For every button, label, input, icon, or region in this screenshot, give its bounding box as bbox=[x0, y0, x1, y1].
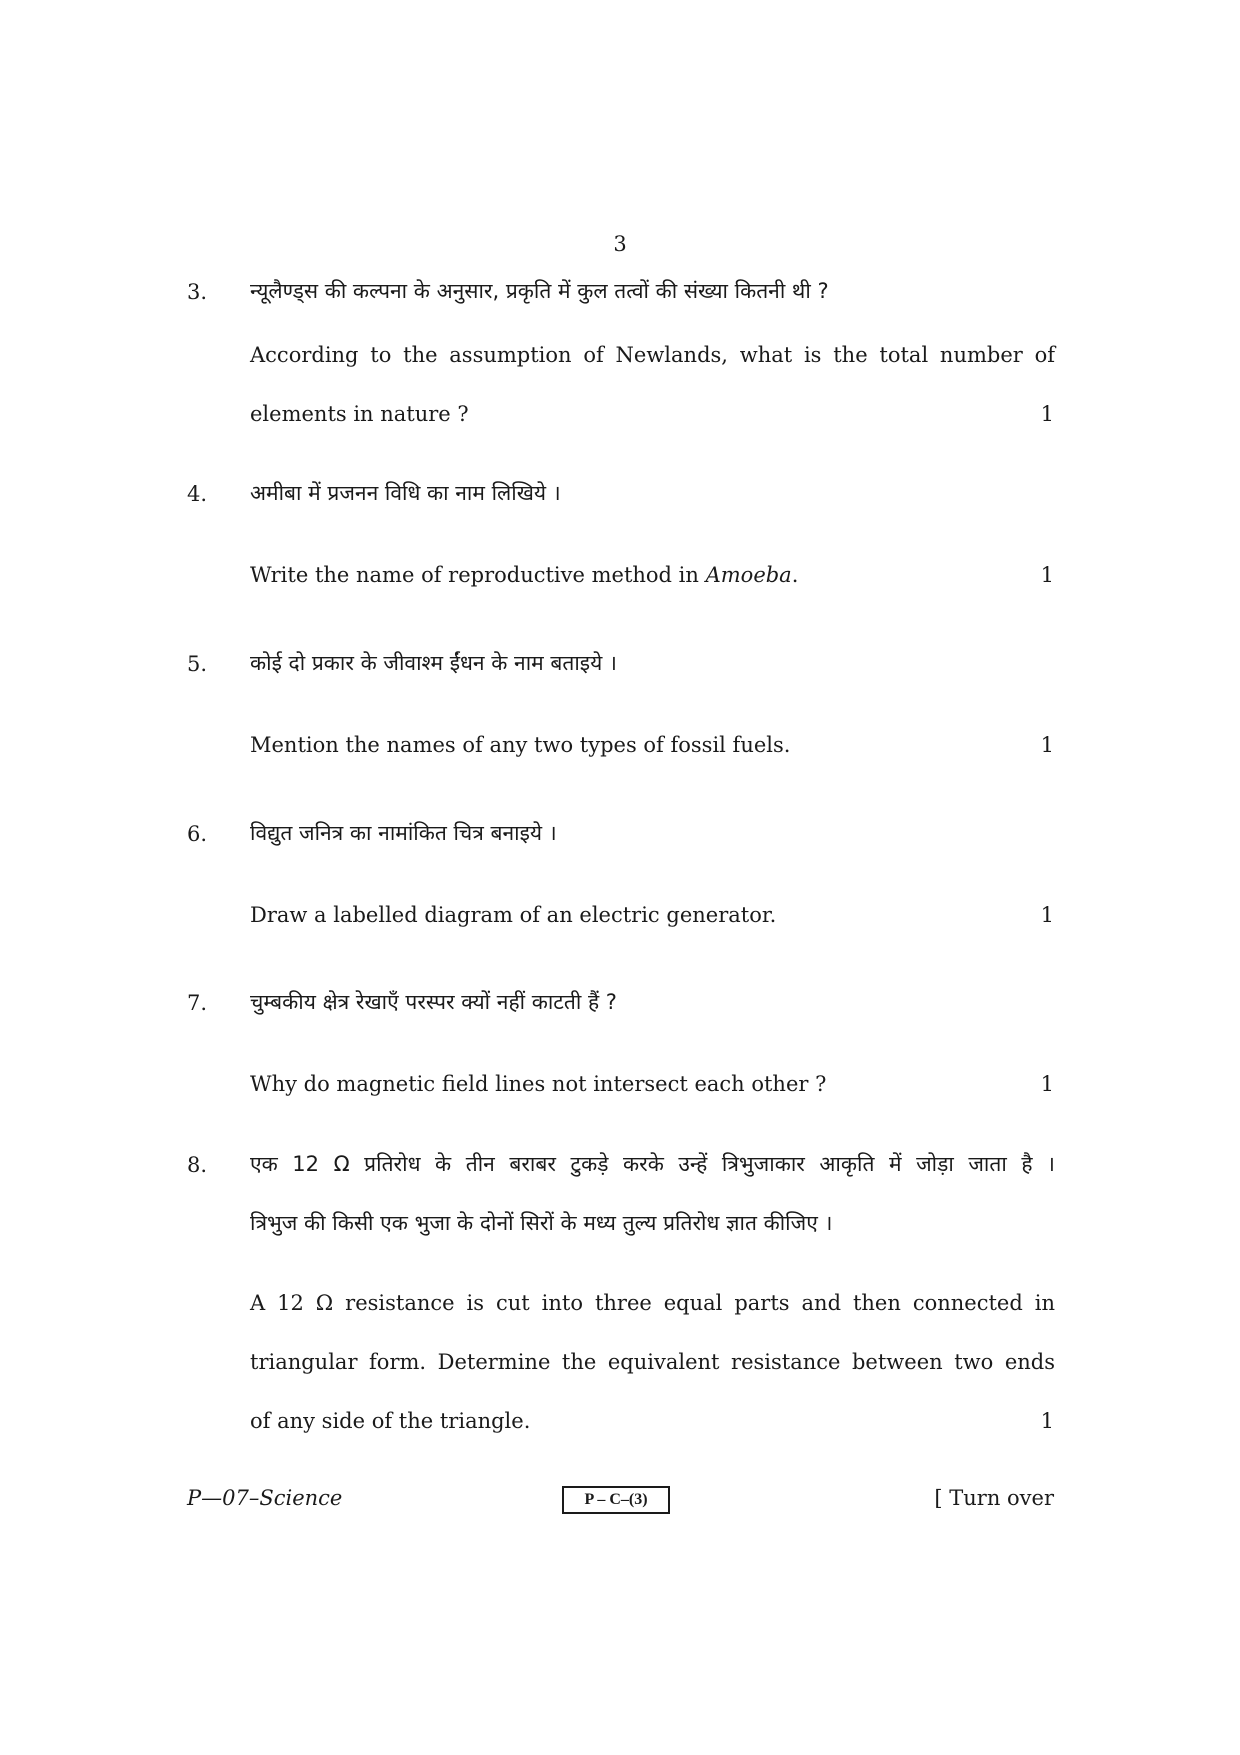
marks-label: 1 bbox=[1040, 903, 1054, 927]
marks-label: 1 bbox=[1040, 402, 1054, 426]
question-number: 6. bbox=[187, 822, 208, 846]
english-prefix: Write the name of reproductive method in bbox=[250, 563, 706, 587]
question-english-text: triangular form. Determine the equivalent resistance between two ends bbox=[250, 1350, 1055, 1374]
marks-label: 1 bbox=[1040, 1072, 1054, 1096]
question-number: 3. bbox=[187, 280, 208, 304]
page-number: 3 bbox=[613, 232, 627, 256]
paper-code: P—07–Science bbox=[187, 1486, 343, 1510]
question-number: 8. bbox=[187, 1153, 208, 1177]
question-english-text: elements in nature ? bbox=[250, 402, 469, 426]
question-hindi-text: त्रिभुज की किसी एक भुजा के दोनों सिरों के मध्य तुल्य प्रतिरोध ज्ञात कीजिए । bbox=[250, 1211, 833, 1235]
question-english-text: A 12 Ω resistance is cut into three equal parts and then connected in bbox=[250, 1291, 1055, 1315]
question-english-text: of any side of the triangle. bbox=[250, 1409, 531, 1433]
marks-label: 1 bbox=[1040, 563, 1054, 587]
question-hindi-text: कोई दो प्रकार के जीवाश्म ईंधन के नाम बताइये । bbox=[250, 651, 617, 675]
question-hindi-text: विद्युत जनित्र का नामांकित चित्र बनाइये । bbox=[250, 821, 557, 845]
question-english-text bbox=[250, 563, 1055, 587]
italic-term: Amoeba bbox=[705, 563, 792, 587]
question-number: 4. bbox=[187, 482, 208, 506]
question-english-text: Mention the names of any two types of fossil fuels. bbox=[250, 733, 791, 757]
question-hindi-text: एक 12 Ω प्रतिरोध के तीन बराबर टुकड़े करके उन्हें त्रिभुजाकार आकृति में जोड़ा जाता है । bbox=[250, 1152, 1055, 1176]
question-english-text: Draw a labelled diagram of an electric generator. bbox=[250, 903, 777, 927]
question-hindi-text: न्यूलैण्ड्स की कल्पना के अनुसार, प्रकृति में कुल तत्वों की संख्या कितनी थी ? bbox=[250, 279, 829, 303]
question-hindi-text: चुम्बकीय क्षेत्र रेखाएँ परस्पर क्यों नहीं काटती हैं ? bbox=[250, 990, 617, 1014]
question-english-text: Why do magnetic field lines not intersect each other ? bbox=[250, 1072, 827, 1096]
question-number: 5. bbox=[187, 652, 208, 676]
question-english-text: According to the assumption of Newlands, what is the total number of bbox=[250, 343, 1055, 367]
question-hindi-text: अमीबा में प्रजनन विधि का नाम लिखिये । bbox=[250, 481, 561, 505]
marks-label: 1 bbox=[1040, 733, 1054, 757]
page-code-box: P – C–(3) bbox=[562, 1486, 670, 1514]
turn-over-label: [ Turn over bbox=[934, 1486, 1054, 1510]
english-suffix: . bbox=[791, 563, 799, 587]
question-number: 7. bbox=[187, 991, 208, 1015]
marks-label: 1 bbox=[1040, 1409, 1054, 1433]
